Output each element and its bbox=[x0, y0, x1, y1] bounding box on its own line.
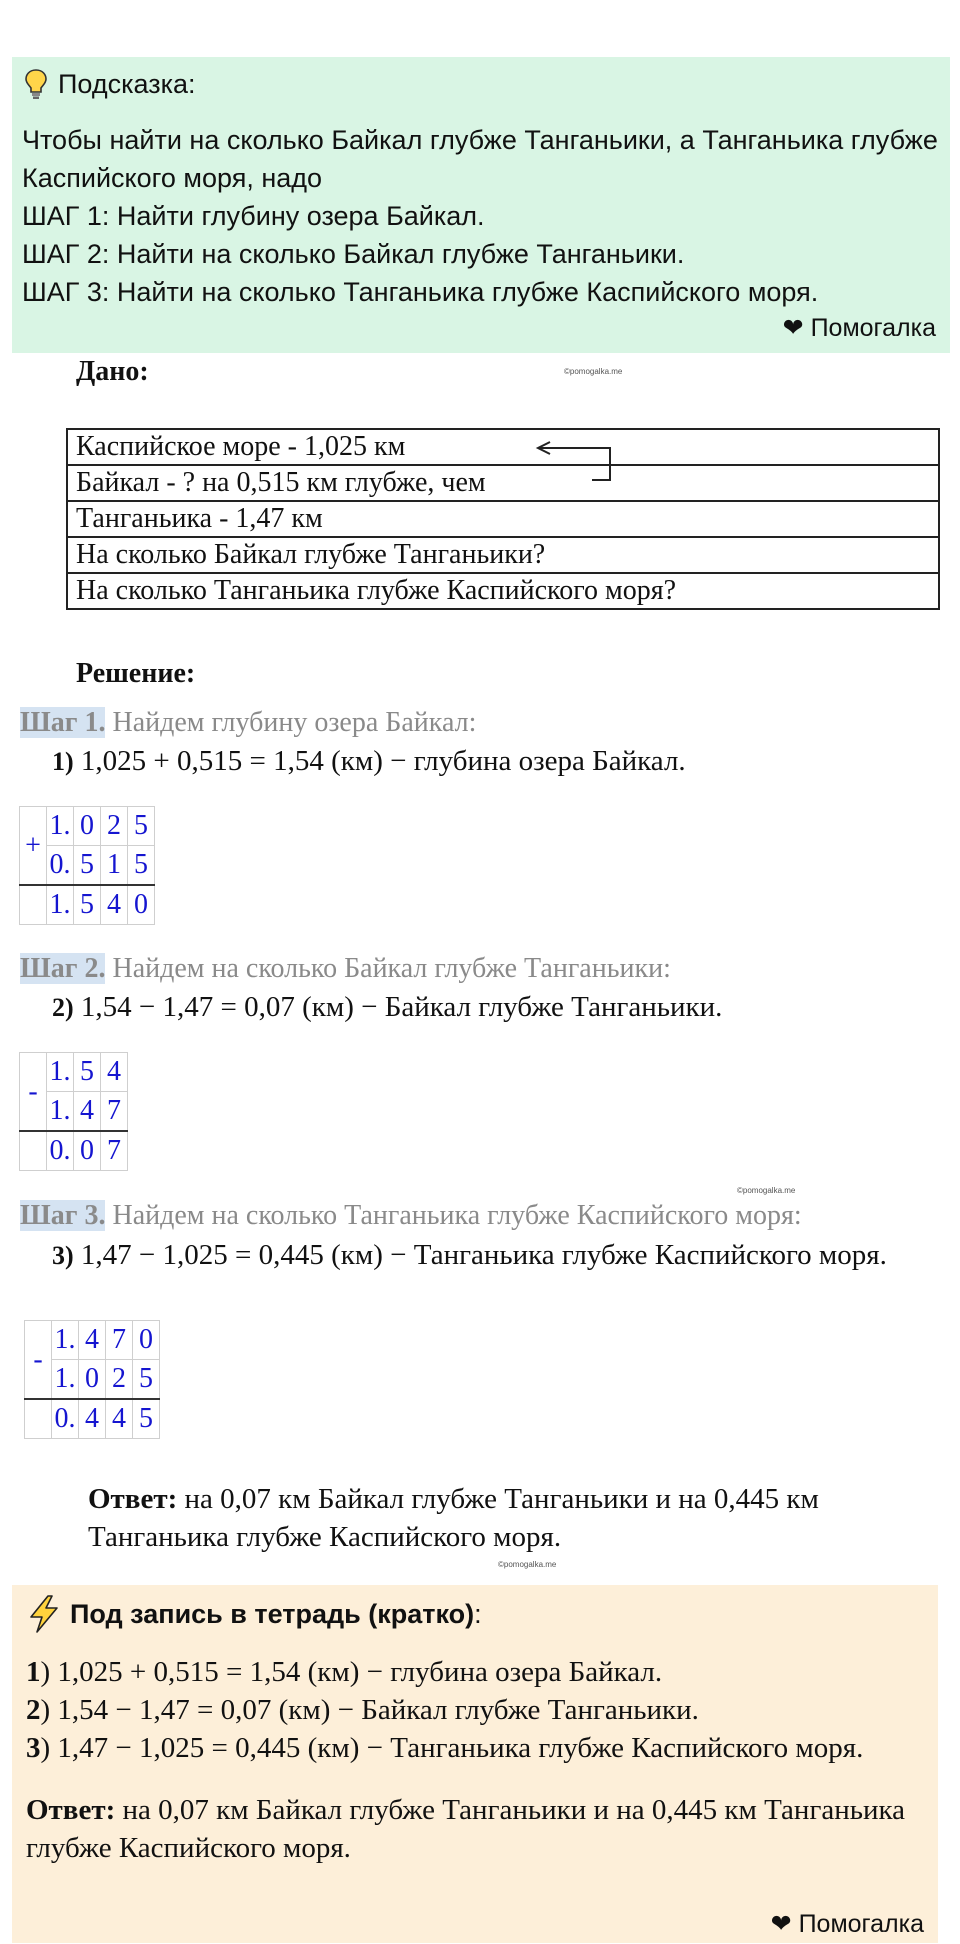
digit-cell: 1. bbox=[47, 1092, 74, 1132]
notebook-title: Под запись в тетрадь (кратко) bbox=[70, 1598, 475, 1629]
given-row: Каспийское море - 1,025 км bbox=[67, 429, 939, 465]
digit-cell: 4 bbox=[101, 885, 128, 925]
digit-cell: 4 bbox=[106, 1399, 133, 1439]
answer-text: на 0,07 км Байкал глубже Танганьики и на 0,445 км Танганьика глубже Каспийского моря. bbox=[26, 1794, 906, 1864]
digit-cell: 5 bbox=[74, 1053, 101, 1092]
hint-step-label: ШАГ 1: bbox=[22, 201, 110, 231]
hint-intro: Чтобы найти на сколько Байкал глубже Танганьики, а Танганьика глубже Каспийского моря, надо bbox=[22, 125, 938, 193]
step-heading bbox=[20, 707, 476, 739]
digit-cell: 4 bbox=[101, 1053, 128, 1092]
hint-title: Подсказка: bbox=[58, 69, 196, 99]
operator-sign: - bbox=[20, 1053, 47, 1132]
hint-step-text: Найти на сколько Байкал глубже Танганьики. bbox=[109, 239, 685, 269]
comparison-arrow-icon bbox=[530, 438, 620, 488]
step-text: Найдем на сколько Байкал глубже Танганьики: bbox=[105, 953, 671, 984]
given-row: На сколько Танганьика глубже Каспийского моря? bbox=[67, 573, 939, 609]
step-heading bbox=[20, 1200, 802, 1232]
step-label: Шаг 3. bbox=[20, 1200, 106, 1231]
given-row: Байкал - ? на 0,515 км глубже, чем bbox=[67, 465, 939, 501]
brand-name: Помогалка bbox=[798, 1910, 924, 1938]
hint-step-label: ШАГ 2: bbox=[22, 239, 110, 269]
watermark: ©pomogalka.me bbox=[564, 367, 623, 376]
notebook-line bbox=[26, 1653, 926, 1691]
answer-text: на 0,07 км Байкал глубже Танганьики и на 0,445 км Танганьика глубже Каспийского моря. bbox=[88, 1483, 819, 1553]
line-number: 2 bbox=[26, 1694, 41, 1726]
brand-name: Помогалка bbox=[810, 314, 936, 342]
given-row: Танганьика - 1,47 км bbox=[67, 501, 939, 537]
digit-cell: 1. bbox=[52, 1360, 79, 1400]
step-heading bbox=[20, 953, 671, 985]
equation-text: 1,47 − 1,025 = 0,445 (км) − Танганьика глубже Каспийского моря. bbox=[73, 1239, 887, 1271]
line-number: 1 bbox=[26, 1656, 41, 1688]
digit-cell: 5 bbox=[128, 807, 155, 846]
digit-cell: 1. bbox=[47, 885, 74, 925]
given-row: На сколько Байкал глубже Танганьики? bbox=[67, 537, 939, 573]
digit-cell: 5 bbox=[128, 846, 155, 886]
hint-step bbox=[22, 197, 942, 235]
hint-step-label: ШАГ 3: bbox=[22, 277, 110, 307]
digit-cell: 1. bbox=[47, 1053, 74, 1092]
equation-text: 1,54 − 1,47 = 0,07 (км) − Байкал глубже Танганьики. bbox=[73, 991, 723, 1023]
heart-icon: ❤ bbox=[782, 314, 804, 342]
hint-box bbox=[12, 57, 950, 353]
notebook-body bbox=[26, 1653, 926, 1867]
digit-cell: 0 bbox=[74, 1131, 101, 1171]
step-number: 2) bbox=[52, 993, 74, 1022]
step-text: Найдем на сколько Танганьика глубже Каспийского моря: bbox=[105, 1200, 802, 1231]
digit-cell: 4 bbox=[79, 1399, 106, 1439]
watermark: ©pomogalka.me bbox=[737, 1186, 796, 1195]
digit-cell: 0. bbox=[47, 1131, 74, 1171]
digit-cell: 0 bbox=[79, 1360, 106, 1400]
line-text: ) 1,025 + 0,515 = 1,54 (км) − глубина озера Байкал. bbox=[40, 1656, 663, 1688]
answer-label: Ответ: bbox=[88, 1483, 178, 1515]
digit-cell: 5 bbox=[133, 1399, 160, 1439]
hint-text bbox=[22, 121, 942, 311]
hint-step bbox=[22, 235, 942, 273]
brand-mark bbox=[783, 309, 936, 347]
hint-step bbox=[22, 273, 942, 311]
line-text: ) 1,47 − 1,025 = 0,445 (км) − Танганьика глубже Каспийского моря. bbox=[40, 1732, 864, 1764]
digit-cell: 7 bbox=[101, 1131, 128, 1171]
step-equation bbox=[52, 742, 960, 781]
digit-cell: 7 bbox=[106, 1321, 133, 1360]
column-calculation bbox=[19, 806, 155, 925]
lightbulb-icon bbox=[24, 68, 48, 100]
step-label: Шаг 2. bbox=[20, 953, 106, 984]
digit-cell: 1. bbox=[52, 1321, 79, 1360]
column-calculation bbox=[24, 1320, 160, 1439]
answer-label: Ответ: bbox=[26, 1794, 116, 1826]
operator-sign: - bbox=[25, 1321, 52, 1400]
digit-cell: 0. bbox=[52, 1399, 79, 1439]
step-text: Найдем глубину озера Байкал: bbox=[105, 707, 477, 738]
digit-cell: 4 bbox=[79, 1321, 106, 1360]
operator-sign: + bbox=[20, 807, 47, 886]
hint-step-text: Найти на сколько Танганьика глубже Каспийского моря. bbox=[109, 277, 819, 307]
digit-cell: 0. bbox=[47, 846, 74, 886]
digit-cell: 0 bbox=[128, 885, 155, 925]
notebook-colon: : bbox=[474, 1598, 482, 1629]
heart-icon: ❤ bbox=[770, 1910, 792, 1938]
given-title: Дано: bbox=[76, 356, 149, 387]
brand-mark bbox=[771, 1909, 924, 1939]
digit-cell: 0 bbox=[133, 1321, 160, 1360]
digit-cell: 1 bbox=[101, 846, 128, 886]
step-number: 3) bbox=[52, 1241, 74, 1270]
digit-cell: 5 bbox=[133, 1360, 160, 1400]
column-calculation bbox=[19, 1052, 128, 1171]
hint-header bbox=[24, 65, 196, 103]
watermark: ©pomogalka.me bbox=[498, 1560, 557, 1569]
digit-cell: 2 bbox=[101, 807, 128, 846]
step-label: Шаг 1. bbox=[20, 707, 106, 738]
digit-cell: 1. bbox=[47, 807, 74, 846]
given-table bbox=[66, 428, 940, 610]
digit-cell: 7 bbox=[101, 1092, 128, 1132]
equation-text: 1,025 + 0,515 = 1,54 (км) − глубина озера Байкал. bbox=[73, 745, 686, 777]
digit-cell: 5 bbox=[74, 885, 101, 925]
notebook-line bbox=[26, 1729, 926, 1767]
digit-cell: 4 bbox=[74, 1092, 101, 1132]
digit-cell: 0 bbox=[74, 807, 101, 846]
hint-step-text: Найти глубину озера Байкал. bbox=[109, 201, 485, 231]
step-equation bbox=[52, 988, 960, 1027]
solution-title: Решение: bbox=[76, 658, 196, 689]
line-text: ) 1,54 − 1,47 = 0,07 (км) − Байкал глубже Танганьики. bbox=[40, 1694, 699, 1726]
answer bbox=[88, 1480, 918, 1556]
lightning-icon bbox=[28, 1595, 60, 1633]
step-equation bbox=[20, 1236, 940, 1275]
notebook-box bbox=[12, 1585, 938, 1943]
step-number: 1) bbox=[52, 747, 74, 776]
digit-cell: 5 bbox=[74, 846, 101, 886]
notebook-line bbox=[26, 1691, 926, 1729]
line-number: 3 bbox=[26, 1732, 41, 1764]
notebook-answer bbox=[26, 1791, 926, 1867]
digit-cell: 2 bbox=[106, 1360, 133, 1400]
notebook-header bbox=[28, 1595, 482, 1633]
